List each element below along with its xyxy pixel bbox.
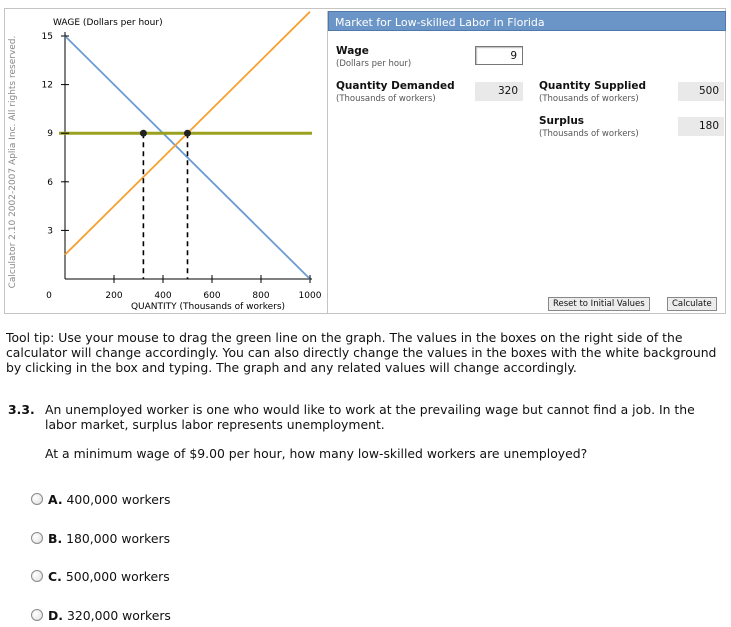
option-letter: D.: [48, 607, 63, 623]
quantity-supplied-value: 500: [678, 82, 724, 101]
x-axis-label: QUANTITY (Thousands of workers): [130, 302, 286, 312]
x-tick-label: 400: [154, 291, 172, 301]
surplus-label: Surplus: [539, 115, 585, 127]
y-tick-label: 3: [47, 226, 53, 237]
radio-c[interactable]: [31, 570, 43, 582]
option-c[interactable]: [31, 568, 170, 584]
x-tick-label: 0: [46, 291, 52, 301]
option-text: 400,000 workers: [66, 491, 171, 507]
tool-tip: Tool tip: Use your mouse to drag the green line on the graph. The values in the boxes on the right side of the calculator will change accordingly. You can also directly change the values in the boxes with the white background by clicking in the box and typing. The graph and any related values will change accordingly.: [6, 330, 717, 375]
option-text: 500,000 workers: [65, 568, 170, 584]
calculator: [4, 8, 726, 314]
quantity-demanded-label: Quantity Demanded: [336, 80, 455, 92]
quantity-demanded-value: 320: [475, 82, 523, 101]
radio-d[interactable]: [31, 609, 43, 621]
quantity-supplied-sub: (Thousands of workers): [539, 94, 639, 104]
x-tick-label: 200: [105, 291, 123, 301]
y-axis-label: WAGE (Dollars per hour): [53, 18, 163, 28]
option-letter: C.: [48, 568, 62, 584]
wage-label: Wage: [336, 45, 369, 57]
radio-b[interactable]: [31, 532, 43, 544]
supply-demand-graph[interactable]: [23, 9, 325, 315]
panel-title: Market for Low-skilled Labor in Florida: [328, 11, 726, 31]
copyright-credit: [3, 9, 23, 315]
y-tick-label: 6: [47, 177, 53, 188]
option-text: 180,000 workers: [66, 530, 171, 546]
market-panel: [327, 11, 726, 313]
reset-button[interactable]: Reset to Initial Values: [548, 297, 650, 311]
calculate-button[interactable]: Calculate: [667, 297, 717, 311]
quantity-supplied-label: Quantity Supplied: [539, 80, 647, 92]
surplus-sub: (Thousands of workers): [539, 129, 639, 139]
demand-intersection-point: [140, 130, 147, 137]
option-d[interactable]: [31, 607, 171, 623]
question-prompt: At a minimum wage of $9.00 per hour, how many low-skilled workers are unemployed?: [45, 446, 588, 461]
option-letter: A.: [48, 491, 63, 507]
y-tick-label: 12: [41, 80, 53, 91]
option-text: 320,000 workers: [67, 607, 171, 623]
x-tick-label: 600: [203, 291, 221, 301]
supply-intersection-point: [184, 130, 191, 137]
x-tick-label: 800: [252, 291, 270, 301]
question-number: 3.3.: [8, 402, 35, 417]
y-tick-label: 9: [47, 129, 53, 140]
y-tick-label: 15: [41, 32, 53, 42]
question-text: An unemployed worker is one who would like to work at the prevailing wage but cannot find a job. In the labor market, surplus labor represents unemployment.: [45, 402, 695, 432]
wage-input[interactable]: 9: [475, 46, 523, 65]
copyright-text: Calculator 2.10 2002-2007 Aplia Inc. All rights reserved.: [8, 35, 18, 289]
wage-sub: (Dollars per hour): [336, 59, 412, 69]
option-a[interactable]: [31, 491, 170, 507]
surplus-value: 180: [678, 117, 724, 136]
x-tick-label: 1000: [298, 291, 322, 301]
quantity-demanded-sub: (Thousands of workers): [336, 94, 436, 104]
option-letter: B.: [48, 530, 63, 546]
radio-a[interactable]: [31, 493, 43, 505]
option-b[interactable]: [31, 530, 170, 546]
